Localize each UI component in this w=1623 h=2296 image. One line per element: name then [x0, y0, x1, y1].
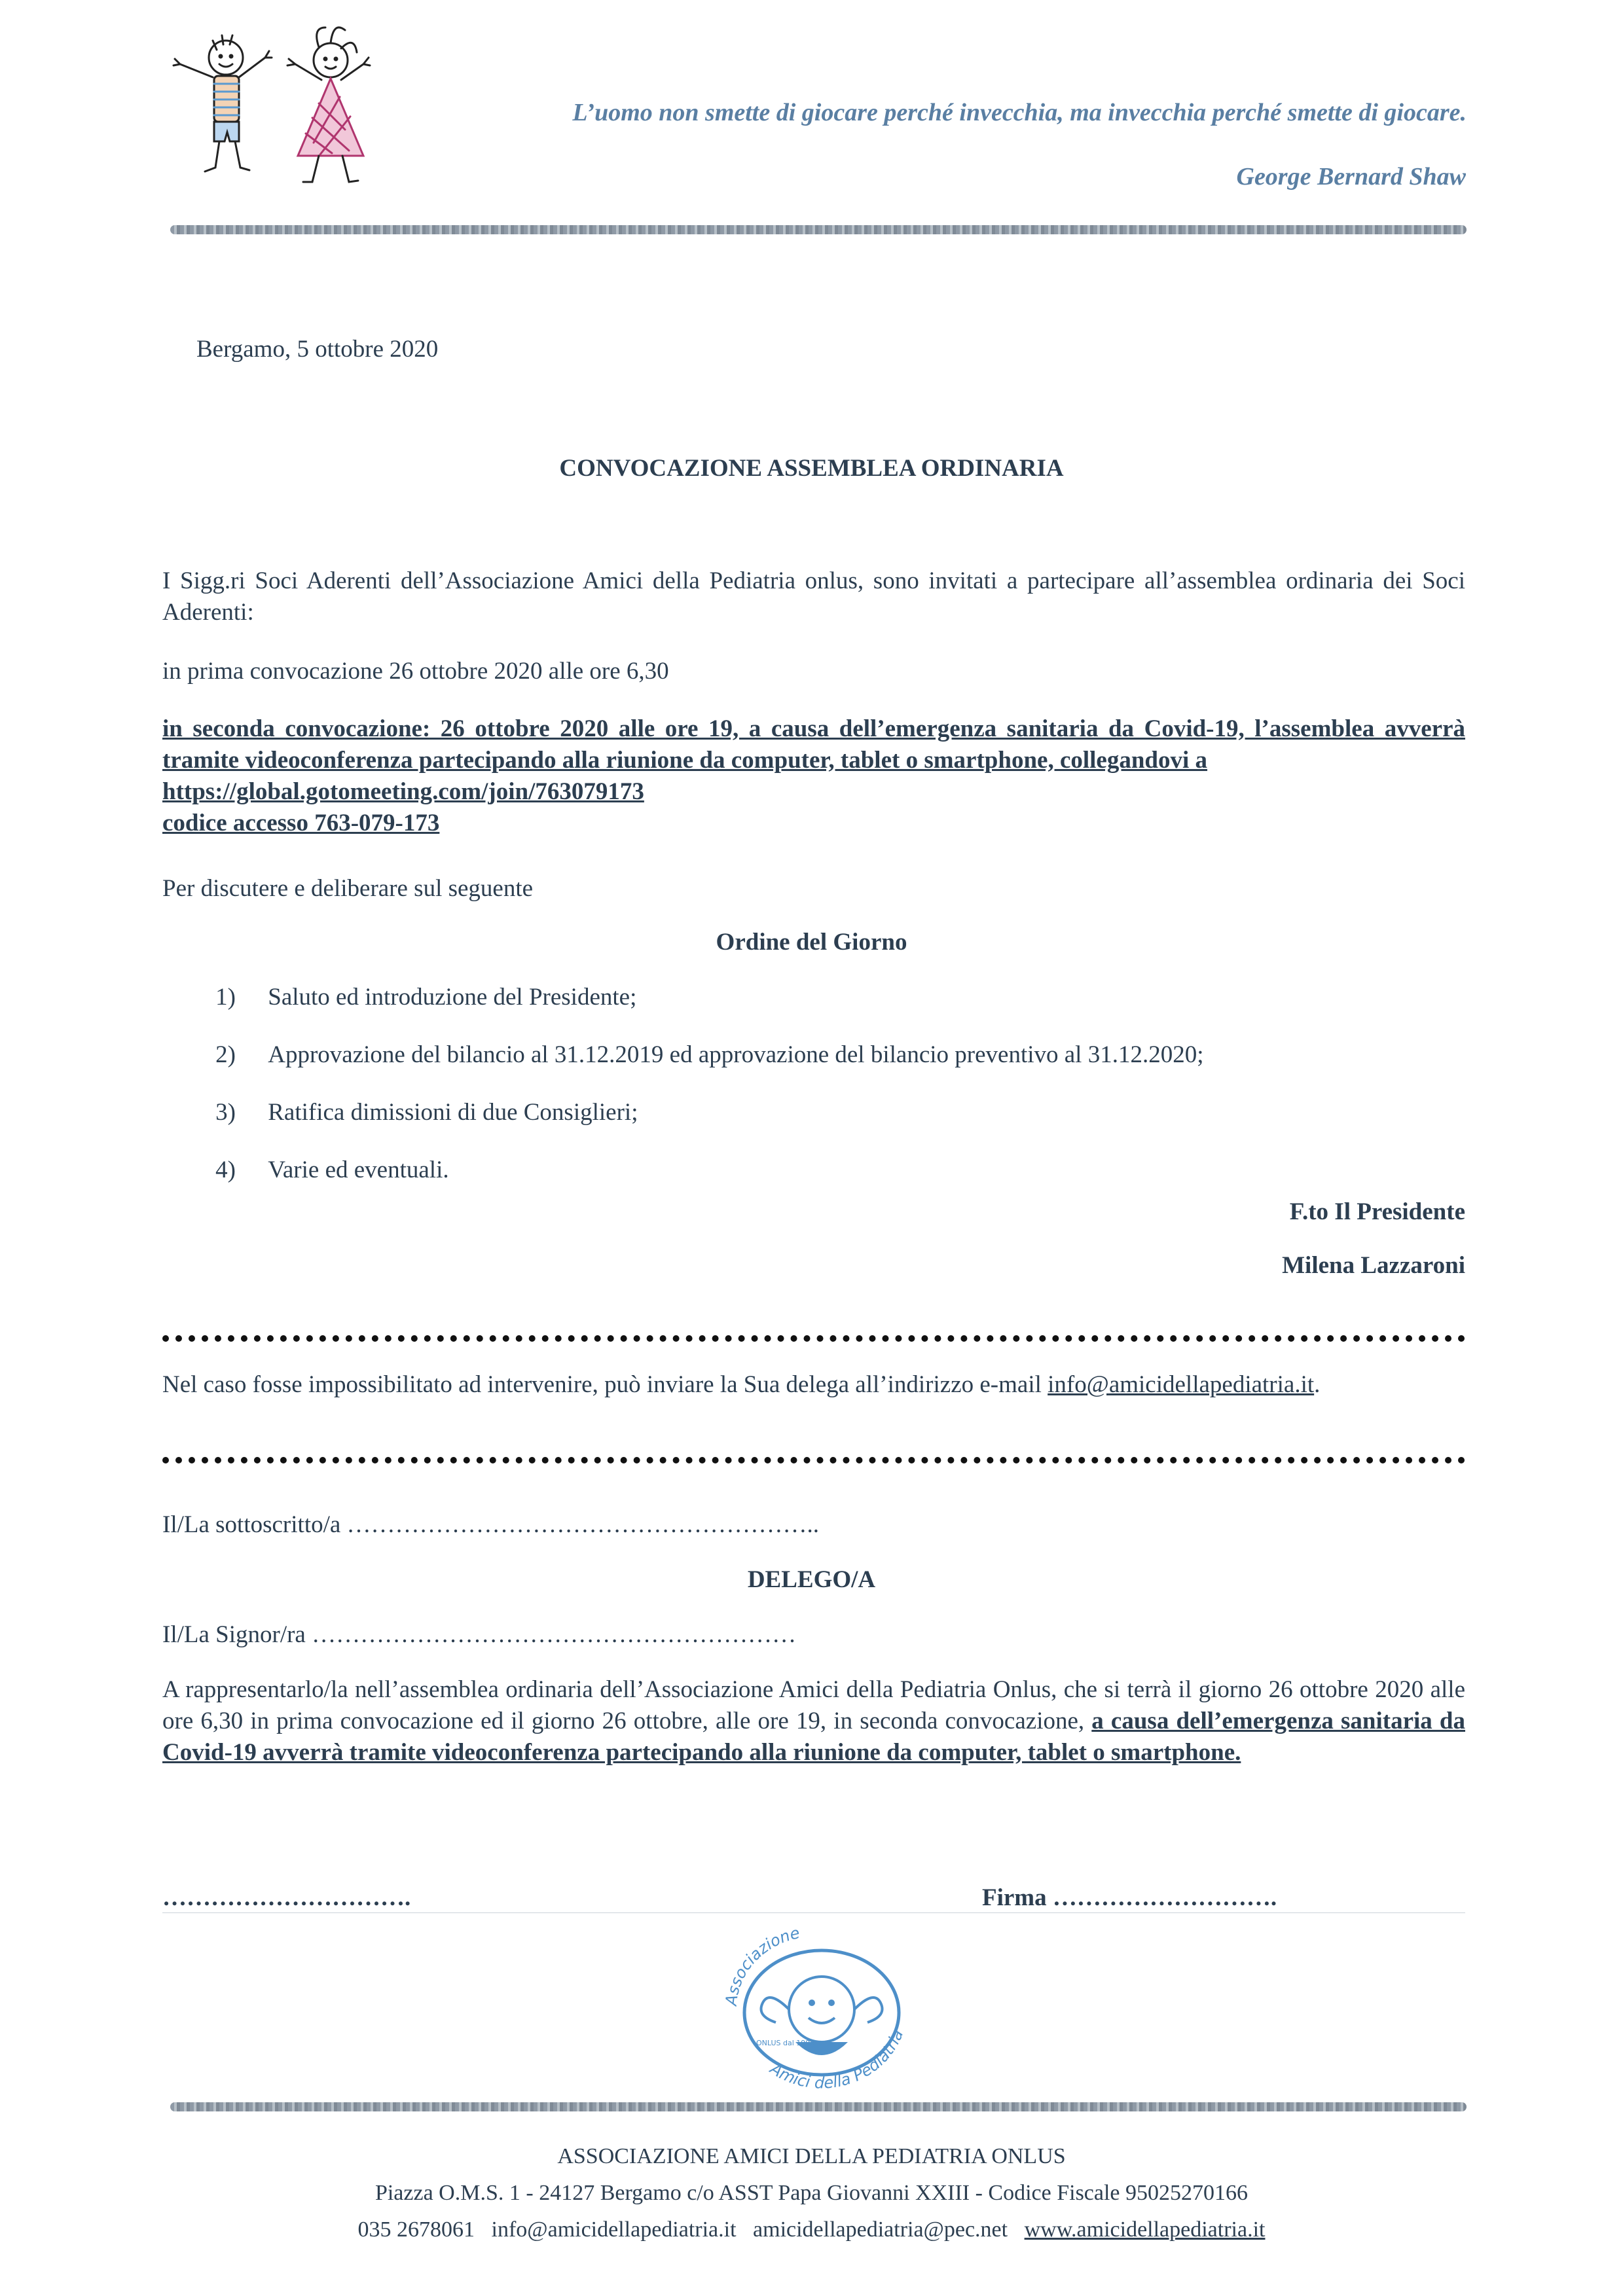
undersigned-line: Il/La sottoscritto/a …………………………………………………..: [162, 1511, 820, 1538]
footer-address: Piazza O.M.S. 1 - 24127 Bergamo c/o ASST Papa Giovanni XXIII - Codice Fiscale 95025270166: [374, 2181, 1249, 2205]
agenda-number: 4): [215, 1157, 236, 1183]
agenda-number: 2): [215, 1041, 236, 1068]
firma-line: Firma ……………………….: [982, 1884, 1277, 1911]
kids-illustration: [167, 18, 403, 202]
notice-text: Nel caso fosse impossibilitato ad intervenire, può inviare la Sua delega all’indirizzo e-mail: [162, 1371, 1042, 1398]
footer-phone: 035 2678061: [357, 2217, 475, 2242]
access-code: codice accesso 763-079-173: [162, 810, 440, 836]
agenda-item: [183, 982, 636, 1013]
agenda-text: Approvazione del bilancio al 31.12.2019 ed approvazione del bilancio preventivo al 31.12.2020;: [268, 1041, 1204, 1068]
place-date: Bergamo, 5 ottobre 2020: [196, 336, 439, 363]
logo-graphic: [710, 1921, 933, 2098]
delegation-notice: Nel caso fosse impossibilitato ad intervenire, può inviare la Sua delega all’indirizzo e-mail info@amicidellapediatria.it.: [162, 1371, 1321, 1398]
first-call: in prima convocazione 26 ottobre 2020 alle ore 6,30: [162, 658, 669, 685]
footer-pec[interactable]: amicidellapediatria@pec.net: [753, 2217, 1008, 2242]
delego-heading: DELEGO/A: [747, 1566, 876, 1593]
notice-email-link[interactable]: info@amicidellapediatria.it: [1048, 1371, 1315, 1398]
represent-text: A rappresentarlo/la nell’assemblea ordinaria dell’Associazione Amici della Pediatria Onlus, che si terrà il giorno 26 ottobre 2020 alle ore 6,30 in prima convocazione ed il giorno 26 ottobre, alle ore 19, in seconda convocazione,: [162, 1676, 1465, 1734]
logo-badge: ONLUS dal 1998: [756, 2039, 815, 2047]
logo-bottom-text: Amici della Pediatria: [767, 2027, 907, 2092]
signature-name: Milena Lazzaroni: [1282, 1252, 1465, 1279]
header-divider: [170, 225, 1467, 234]
discuss-text: Per discutere e deliberare sul seguente: [162, 875, 534, 902]
association-logo: [710, 1921, 933, 2098]
signature-role: F.to Il Presidente: [1289, 1198, 1465, 1225]
agenda-text: Saluto ed introduzione del Presidente;: [268, 984, 637, 1011]
footer-org: ASSOCIAZIONE AMICI DELLA PEDIATRIA ONLUS: [557, 2144, 1066, 2168]
represent-paragraph: [162, 1674, 1465, 1768]
intro-paragraph: I Sigg.ri Soci Aderenti dell’Associazione Amici della Pediatria onlus, sono invitati a partecipare all’assemblea ordinaria dei Soci Aderenti:: [162, 567, 1465, 626]
agenda-item: [183, 1155, 449, 1186]
agenda-item: [183, 1097, 638, 1128]
dotted-separator: [162, 1457, 1465, 1463]
header-quote: L’uomo non smette di giocare perché invecchia, ma invecchia perché smette di giocare.: [572, 99, 1467, 126]
agenda-item: [183, 1039, 1203, 1071]
dotted-separator: [162, 1335, 1465, 1342]
footer-website-link[interactable]: www.amicidellapediatria.it: [1024, 2217, 1266, 2242]
signature-rule: [162, 1912, 1465, 1913]
meeting-link[interactable]: https://global.gotomeeting.com/join/763079173: [162, 778, 644, 805]
second-call: in seconda convocazione: 26 ottobre 2020 alle ore 19, a causa dell’emergenza sanitaria da Covid-19, l’assemblea avverrà tramite videoconferenza partecipando alla riunione da computer, tablet o smartphone, collegandovi a: [162, 715, 1465, 774]
date-dots: ………………………….: [162, 1884, 411, 1911]
agenda-text: Ratifica dimissioni di due Consiglieri;: [268, 1099, 638, 1126]
document-title: CONVOCAZIONE ASSEMBLEA ORDINARIA: [559, 455, 1064, 482]
delegate-line: Il/La Signor/ra ……………………………………………………: [162, 1621, 797, 1648]
agenda-number: 3): [215, 1099, 236, 1126]
agenda-text: Varie ed eventuali.: [268, 1157, 449, 1183]
footer-contacts: [0, 2214, 1623, 2246]
footer-divider: [170, 2102, 1467, 2111]
footer-email[interactable]: info@amicidellapediatria.it: [491, 2217, 737, 2242]
agenda-number: 1): [215, 984, 236, 1011]
represent-bold-text: a causa dell’emergenza sanitaria da Covid-19 avverrà tramite videoconferenza partecipando alla riunione da computer, tablet o smartphone.: [162, 1708, 1465, 1766]
agenda-title: Ordine del Giorno: [716, 929, 907, 956]
quote-author: George Bernard Shaw: [1236, 163, 1466, 190]
logo-top-text: Associazione: [721, 1923, 802, 2007]
